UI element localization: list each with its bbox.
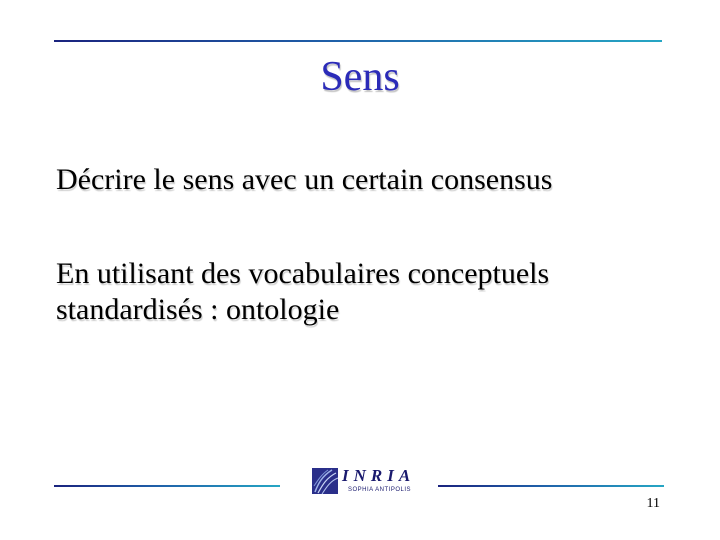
inria-logo-icon	[312, 466, 340, 496]
logo-subtext: SOPHIA ANTIPOLIS	[348, 487, 412, 493]
logo-wordmark: INRIA	[342, 466, 416, 485]
page-number: 11	[646, 496, 660, 511]
slide-title: Sens	[320, 54, 400, 100]
bullet-1: Décrire le sens avec un certain consensus	[56, 163, 553, 196]
bottom-right-divider	[438, 485, 664, 487]
bottom-left-divider	[54, 485, 280, 487]
bullet-2: En utilisant des vocabulaires conceptuels standardisés : ontologie	[56, 257, 550, 326]
inria-logo	[312, 466, 424, 498]
top-divider	[54, 40, 662, 42]
